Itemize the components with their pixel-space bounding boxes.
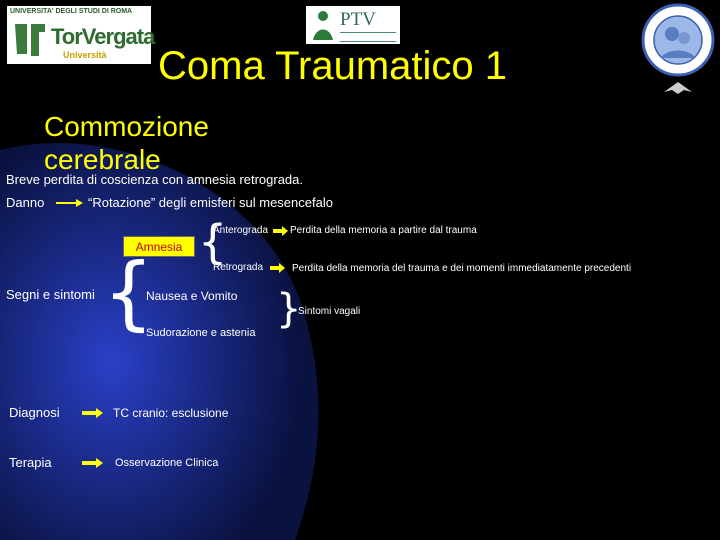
ptv-figure-icon	[308, 8, 338, 42]
university-name: TorVergata	[51, 24, 155, 49]
university-logo	[7, 6, 155, 64]
amnesia-badge: Amnesia	[123, 236, 195, 257]
ptv-text: PTV	[340, 9, 376, 30]
slide-subtitle: Commozione cerebrale	[44, 111, 209, 175]
danno-label: Danno	[6, 195, 45, 210]
closing-brace-icon: }	[276, 286, 302, 332]
brace-icon: {	[103, 246, 154, 339]
university-sub: Università	[63, 50, 107, 60]
brace-icon: {	[198, 215, 228, 269]
slide-title: Coma Traumatico 1	[158, 44, 508, 88]
terapia-text: Osservazione Clinica	[115, 457, 219, 469]
sudorazione-label: Sudorazione e astenia	[146, 327, 256, 339]
university-header-text: UNIVERSITA' DEGLI STUDI DI ROMA	[10, 8, 133, 15]
danno-text: “Rotazione” degli emisferi sul mesencefalo	[88, 195, 333, 210]
ptv-logo	[306, 6, 400, 44]
segni-label: Segni e sintomi	[6, 287, 95, 302]
diagnosi-label: Diagnosi	[9, 405, 60, 420]
university-emblem-icon	[11, 20, 49, 60]
diagnosi-text: TC cranio: esclusione	[113, 406, 229, 420]
seal-logo	[640, 2, 716, 106]
sintomi-vagali-label: Sintomi vagali	[298, 306, 361, 317]
terapia-label: Terapia	[9, 455, 52, 470]
anterograda-desc: Perdita della memoria a partire dal trauma	[290, 225, 477, 236]
arrow-icon	[273, 226, 289, 236]
arrow-icon	[56, 198, 84, 208]
ptv-lines	[340, 32, 396, 42]
retrograda-desc: Perdita della memoria del trauma e dei momenti immediatamente precedenti	[292, 263, 632, 274]
arrow-icon	[82, 408, 104, 418]
arrow-icon	[82, 458, 104, 468]
nausea-label: Nausea e Vomito	[146, 289, 238, 303]
definition-text: Breve perdita di coscienza con amnesia retrograda.	[6, 172, 303, 187]
arrow-icon	[270, 263, 286, 273]
retrograda-label: Retrograda	[213, 262, 264, 273]
anterograda-label: Anterograda	[213, 225, 269, 236]
